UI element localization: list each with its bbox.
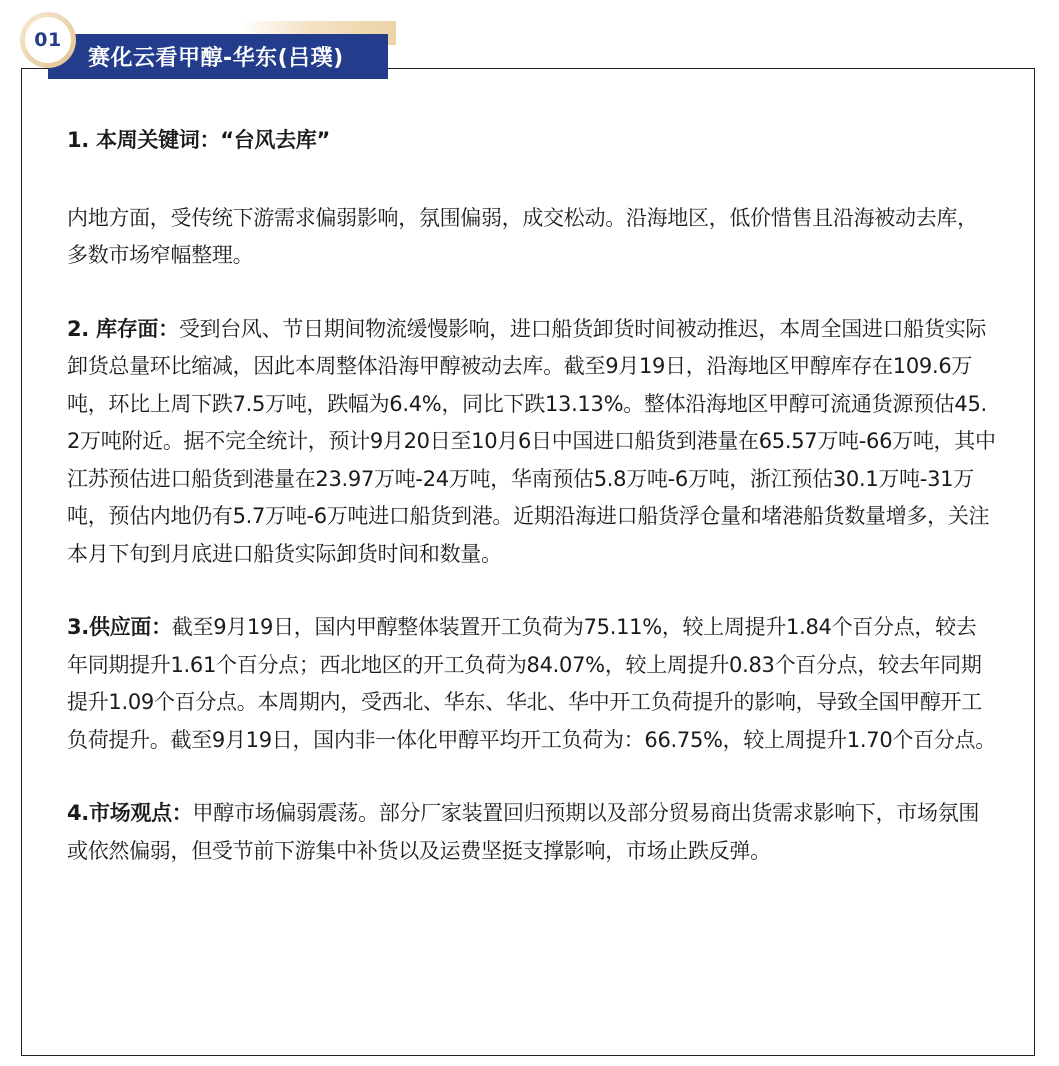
spacer [67, 759, 997, 795]
inventory-paragraph [67, 311, 997, 574]
keyword-heading [67, 122, 997, 160]
spacer [67, 160, 997, 200]
title-bar [48, 34, 388, 79]
outlook-heading: 4.市场观点： [67, 801, 193, 825]
section-number: 01 [34, 29, 62, 51]
spacer [67, 573, 997, 609]
keyword-heading-text: 1. 本周关键词：“台风去库” [67, 128, 331, 152]
inventory-heading: 2. 库存面： [67, 316, 179, 341]
supply-paragraph [67, 609, 997, 759]
supply-heading: 3.供应面： [67, 615, 172, 639]
spacer [67, 275, 997, 311]
outlook-text: 甲醇市场偏弱震荡。部分厂家装置回归预期以及部分贸易商出货需求影响下，市场氛围或依然偏弱，但受节前下游集中补货以及运费坚挺支撑影响，市场止跌反弹。 [67, 801, 980, 863]
inventory-text: 受到台风、节日期间物流缓慢影响，进口船货卸货时间被动推迟，本周全国进口船货实际卸货总量环比缩减，因此本周整体沿海甲醇被动去库。截至9月19日，沿海地区甲醇库存在109.6万吨，环比上周下跌7.5万吨，跌幅为6.4%，同比下跌13.13%。整体沿海地区甲醇可流通货源预估45.2万吨附近。据不完全统计，预计9月20日至10月6日中国进口船货到港量在65.57万吨-66万吨，其中江苏预估进口船货到港量在23.97万吨-24万吨，华南预估5.8万吨-6万吨，浙江预估30.1万吨-31万吨，预估内地仍有5.7万吨-6万吨进口船货到港。近期沿海进口船货浮仓量和堵港船货数量增多，关注本月下旬到月底进口船货实际卸货时间和数量。 [67, 316, 996, 566]
market-overview-paragraph [67, 200, 997, 275]
page-title: 赛化云看甲醇-华东(吕璞) [88, 46, 344, 71]
article-body [67, 122, 997, 870]
section-number-badge [25, 17, 71, 63]
market-overview-text: 内地方面，受传统下游需求偏弱影响，氛围偏弱，成交松动。沿海地区，低价惜售且沿海被动去库，多数市场窄幅整理。 [67, 205, 978, 267]
supply-text: 截至9月19日，国内甲醇整体装置开工负荷为75.11%，较上周提升1.84个百分点，较去年同期提升1.61个百分点；西北地区的开工负荷为84.07%，较上周提升0.83个百分点，较去年同期提升1.09个百分点。本周期内，受西北、华东、华北、华中开工负荷提升的影响，导致全国甲醇开工负荷提升。截至9月19日，国内非一体化甲醇平均开工负荷为：66.75%，较上周提升1.70个百分点。 [67, 615, 996, 752]
outlook-paragraph [67, 795, 997, 870]
